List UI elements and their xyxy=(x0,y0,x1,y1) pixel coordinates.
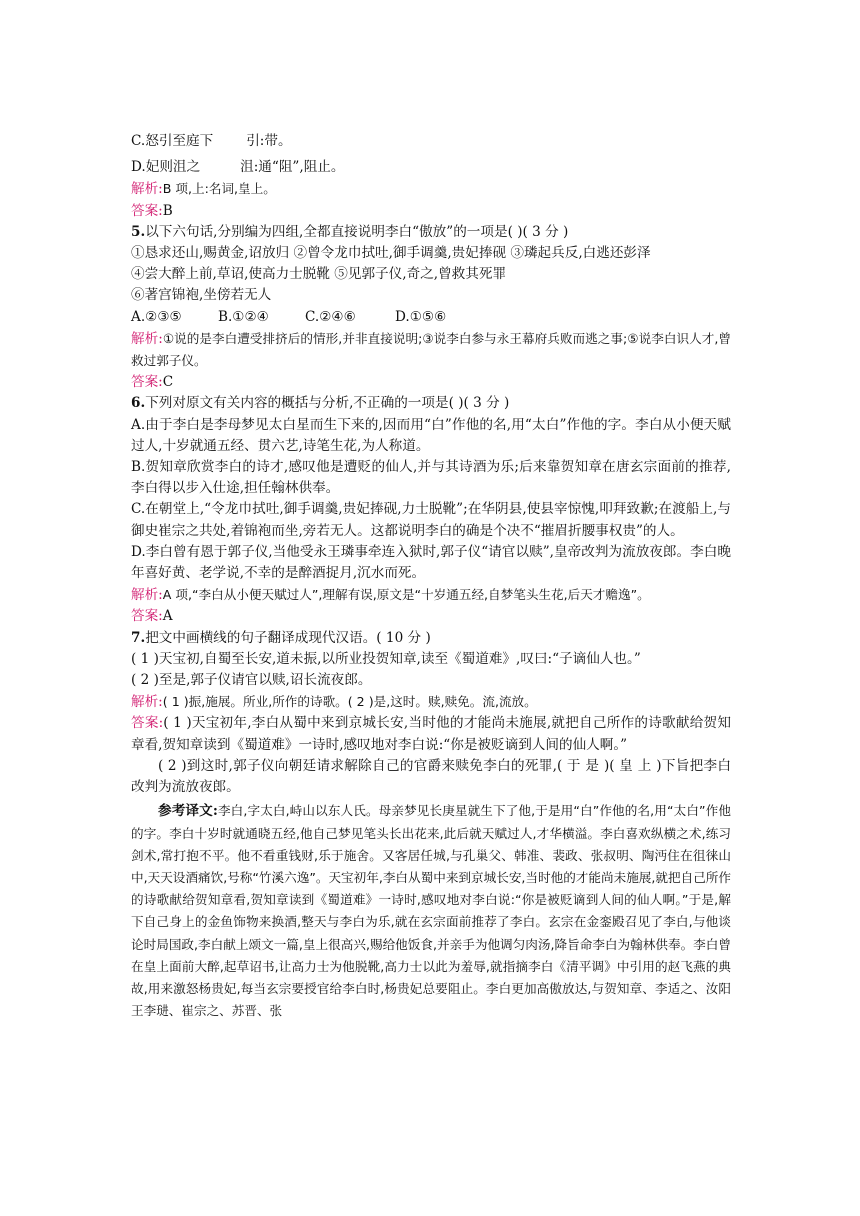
translation-label: 参考译文: xyxy=(158,803,218,820)
q6-option-b: B.贺知章欣赏李白的诗才,感叹他是遭贬的仙人,并与其诗酒为乐;后来靠贺知章在唐玄宗面前的推荐,李白得以步入仕途,担任翰林供奉。 xyxy=(131,459,731,497)
q6-answer xyxy=(131,606,731,627)
q4-answer xyxy=(131,201,731,222)
answer-label: 答案: xyxy=(131,374,163,391)
q7-stem xyxy=(131,628,731,649)
q5-option-b: B.①②④ xyxy=(218,308,269,325)
answer-text: A xyxy=(162,608,173,625)
answer-label: 答案: xyxy=(131,202,163,219)
explanation-text: ( 1 )振,施展。所业,所作的诗歌。( 2 )是,这时。赎,赎免。流,流放。 xyxy=(162,694,537,710)
answer-text: C xyxy=(162,374,174,391)
q4-option-d-text: D.妃则沮之 xyxy=(131,159,201,176)
answer-text: ( 1 )天宝初年,李白从蜀中来到京城长安,当时他的才能尚未施展,就把自己所作的诗歌献给贺知章看,贺知章读到《蜀道难》一诗时,感叹地对李白说:“你是被贬谪到人间的仙人啊。” xyxy=(131,715,731,753)
q7-answer-2: ( 2 )到这时,郭子仪向朝廷请求解除自己的官爵来赎免李白的死罪,( 于 是 )( 皇 上 )下旨把李白改判为流放夜郎。 xyxy=(131,757,731,796)
explanation-label: 解析: xyxy=(131,694,163,711)
explanation-text: B 项,上:名词,皇上。 xyxy=(162,181,276,197)
answer-label: 答案: xyxy=(131,715,164,732)
q6-option-c: C.在朝堂上,“令龙巾拭吐,御手调羹,贵妃捧砚,力士脱靴”;在华阴县,使县宰惊愧,叩拜致歉;在渡船上,与御史崔宗之共处,着锦袍而坐,旁若无人。这都说明李白的确是个决不“摧眉折腰事权贵”的人。 xyxy=(131,501,731,539)
q6-explanation xyxy=(131,584,731,606)
q4-option-c xyxy=(131,131,731,152)
q4-option-c-text: C.怒引至庭下 xyxy=(131,133,214,149)
answer-label: 答案: xyxy=(131,608,163,625)
q5-option-a: A.②③⑤ xyxy=(131,308,182,325)
explanation-label: 解析: xyxy=(131,181,163,198)
q5-items-line-3: ⑥著宫锦袍,坐傍若无人 xyxy=(131,287,272,304)
question-number: 5. xyxy=(131,223,146,240)
question-stem: 下列对原文有关内容的概括与分析,不正确的一项是( )( 3 分 ) xyxy=(145,395,510,412)
q4-option-d-gloss: 沮:通“阻”,阻止。 xyxy=(240,159,345,176)
q5-answer xyxy=(131,372,731,393)
translation-text: 李白,字太白,峙山以东人氏。母亲梦见长庚星就生下了他,于是用“白”作他的名,用“太白”作他的字。李白十岁时就通晓五经,他自己梦见笔头长出花来,此后就天赋过人,才华横溢。李白喜欢纵横之术,练习剑术,常打抱不平。他不看重钱财,乐于施舍。又客居任城,与孔巢父、韩准、裴政、张叔明、陶沔住在徂徕山中,天天设酒痛饮,号称“竹溪六逸”。天宝初年,李白从蜀中来到京城长安,当时他的才能尚未施展,就把自己所作的诗歌献给贺知章看,贺知章读到《蜀道难》一诗时,感叹地对李白说:“你是被贬谪到人间的仙人啊。”于是,解下自己身上的金鱼饰物来换酒,整天与李白为乐,就在玄宗面前推荐了李白。玄宗在金銮殿召见了李白,与他谈论时局国政,李白献上颂文一篇,皇上很高兴,赐给他饭食,并亲手为他调匀肉汤,降旨命李白为翰林供奉。李白曾在皇上面前大醉,起草诏书,让高力士为他脱靴,高力士以此为羞辱,就指摘李白《清平调》中引用的赵飞燕的典故,用来激怒杨贵妃,每当玄宗要授官给李白时,杨贵妃总要阻止。李白更加高傲放达,与贺知章、李适之、汝阳王李琎、崔宗之、苏晋、张 xyxy=(131,803,731,1019)
question-stem: 把文中画横线的句子翻译成现代汉语。( 10 分 ) xyxy=(145,629,431,646)
q4-option-c-gloss: 引:带。 xyxy=(246,133,292,149)
q4-explanation xyxy=(131,178,731,200)
q4-option-d xyxy=(131,157,731,178)
explanation-text: ①说的是李白遭受排挤后的情形,并非直接说明;③说李白参与永王幕府兵败而逃之事;⑤说李白识人才,曾救过郭子仪。 xyxy=(131,330,731,369)
q5-options xyxy=(131,307,731,328)
question-number: 7. xyxy=(131,629,146,646)
q6-stem xyxy=(131,393,731,414)
question-number: 6. xyxy=(131,395,146,412)
q7-sentence-1: ( 1 )天宝初,自蜀至长安,道未振,以所业投贺知章,读至《蜀道难》,叹曰:“子谪仙人也。” xyxy=(131,650,641,667)
q7-answer-1 xyxy=(131,713,731,755)
q5-explanation xyxy=(131,328,731,372)
q5-option-d: D.①⑤⑥ xyxy=(395,308,447,325)
answer-text: B xyxy=(162,202,173,219)
question-stem: 以下六句话,分别编为四组,全都直接说明李白“傲放”的一项是( )( 3 分 ) xyxy=(145,223,569,240)
reference-translation xyxy=(131,800,731,1022)
q7-sentence-2: ( 2 )至是,郭子仪请官以赎,诏长流夜郎。 xyxy=(131,672,372,689)
q7-explanation xyxy=(131,691,731,713)
q5-option-c: C.②④⑥ xyxy=(305,308,356,325)
document-page xyxy=(131,131,731,1022)
q6-option-d: D.李白曾有恩于郭子仪,当他受永王璘事牵连入狱时,郭子仪“请官以赎”,皇帝改判为流放夜郎。李白晚年喜好黄、老学说,不幸的是醉酒捉月,沉水而死。 xyxy=(131,543,731,582)
explanation-label: 解析: xyxy=(131,587,163,604)
q6-option-a: A.由于李白是李母梦见太白星而生下来的,因而用“白”作他的名,用“太白”作他的字。李白从小便天赋过人,十岁就通五经、贯六艺,诗笔生花,为人称道。 xyxy=(131,416,731,454)
explanation-label: 解析: xyxy=(131,330,163,347)
q5-stem xyxy=(131,222,731,243)
q5-items-line-2: ④尝大醉上前,草诏,使高力士脱靴 ⑤见郭子仪,奇之,曾救其死罪 xyxy=(131,266,507,283)
explanation-text: A 项,“李白从小便天赋过人”,理解有误,原文是“十岁通五经,自梦笔头生花,后天才赡逸”。 xyxy=(162,587,650,603)
q5-items-line-1: ①恳求还山,赐黄金,诏放归 ②曾令龙巾拭吐,御手调羹,贵妃捧砚 ③璘起兵反,白逃还彭泽 xyxy=(131,245,651,262)
